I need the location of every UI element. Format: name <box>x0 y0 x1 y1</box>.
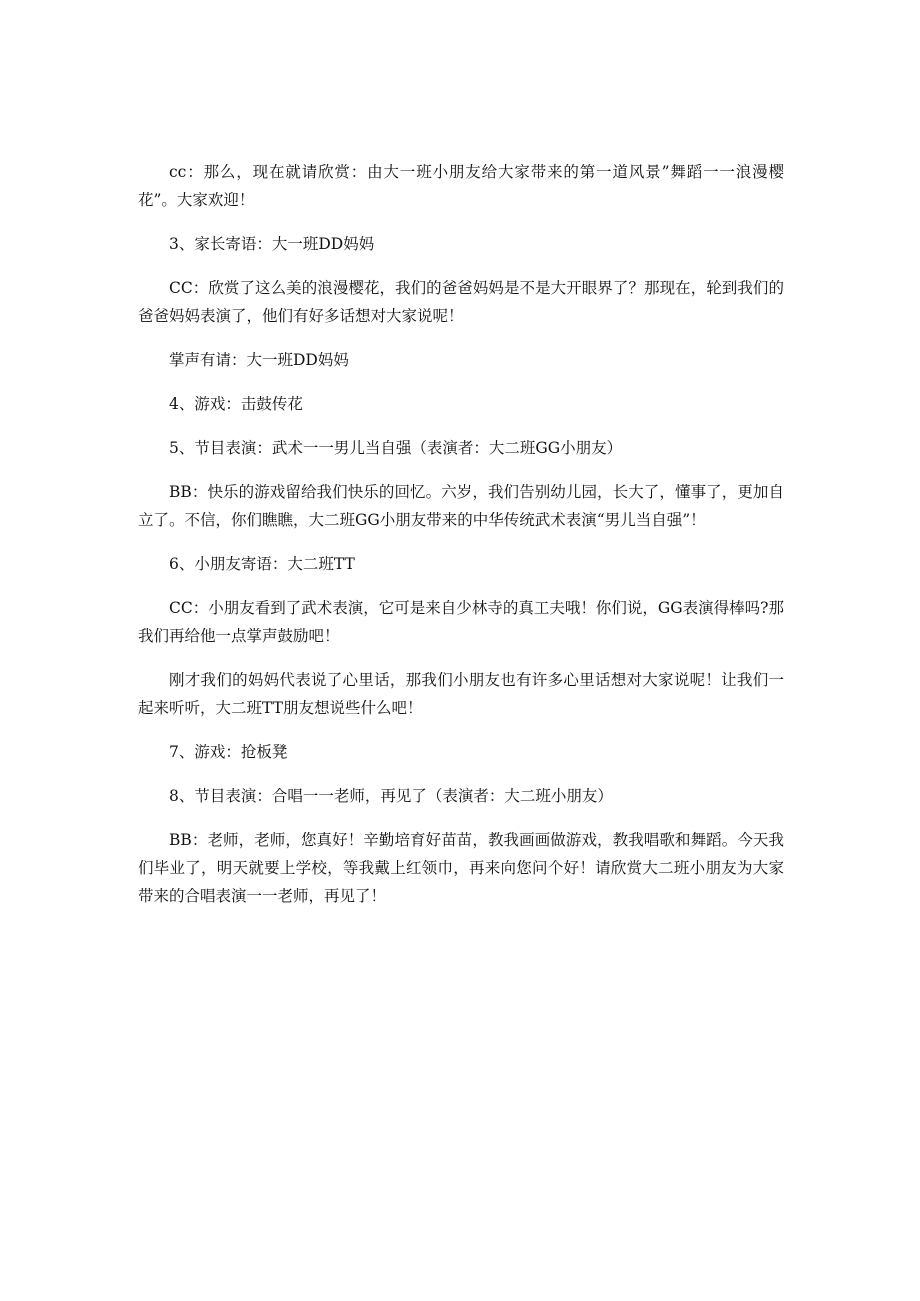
item-chorus: 8、节目表演：合唱一一老师，再见了（表演者：大二班小朋友） <box>169 787 613 805</box>
paragraph-cc-intro: cc：那么，现在就请欣赏：由大一班小朋友给大家带来的第一道风景”舞蹈一一浪漫樱花”。大家欢迎！ <box>138 163 784 209</box>
item-parent-message: 3、家长寄语：大一班DD妈妈 <box>169 235 375 253</box>
item-child-message: 6、小朋友寄语：大二班TT <box>169 555 355 573</box>
item-game-chairs: 7、游戏：抢板凳 <box>169 743 288 761</box>
paragraph-cc-kungfu: CC：小朋友看到了武术表演，它可是来自少林寺的真工夫哦！你们说，GG表演得棒吗?那我们再给他一点掌声鼓励吧！ <box>138 599 784 645</box>
paragraph-mother-words: 刚才我们的妈妈代表说了心里话，那我们小朋友也有许多心里话想对大家说呢！让我们一起来听听，大二班TT朋友想说些什么吧！ <box>138 671 784 717</box>
document-body <box>138 158 784 926</box>
item-game-drum: 4、游戏：击鼓传花 <box>169 395 303 413</box>
item-martial-arts: 5、节目表演：武术一一男儿当自强（表演者：大二班GG小朋友） <box>169 439 623 457</box>
paragraph-bb-martial: BB：快乐的游戏留给我们快乐的回忆。六岁，我们告别幼儿园，长大了，懂事了，更加自立了。不信，你们瞧瞧，大二班GG小朋友带来的中华传统武术表演“男儿当自强”！ <box>138 483 784 529</box>
paragraph-cc-parents: CC：欣赏了这么美的浪漫樱花，我们的爸爸妈妈是不是大开眼界了？那现在，轮到我们的爸爸妈妈表演了，他们有好多话想对大家说呢！ <box>138 279 784 325</box>
paragraph-applause: 掌声有请：大一班DD妈妈 <box>169 351 349 369</box>
paragraph-bb-teacher: BB：老师，老师，您真好！辛勤培育好苗苗，教我画画做游戏，教我唱歌和舞蹈。今天我们毕业了，明天就要上学校，等我戴上红领巾，再来向您问个好！请欣赏大二班小朋友为大家带来的合唱表演一一老师，再见了！ <box>138 831 784 905</box>
